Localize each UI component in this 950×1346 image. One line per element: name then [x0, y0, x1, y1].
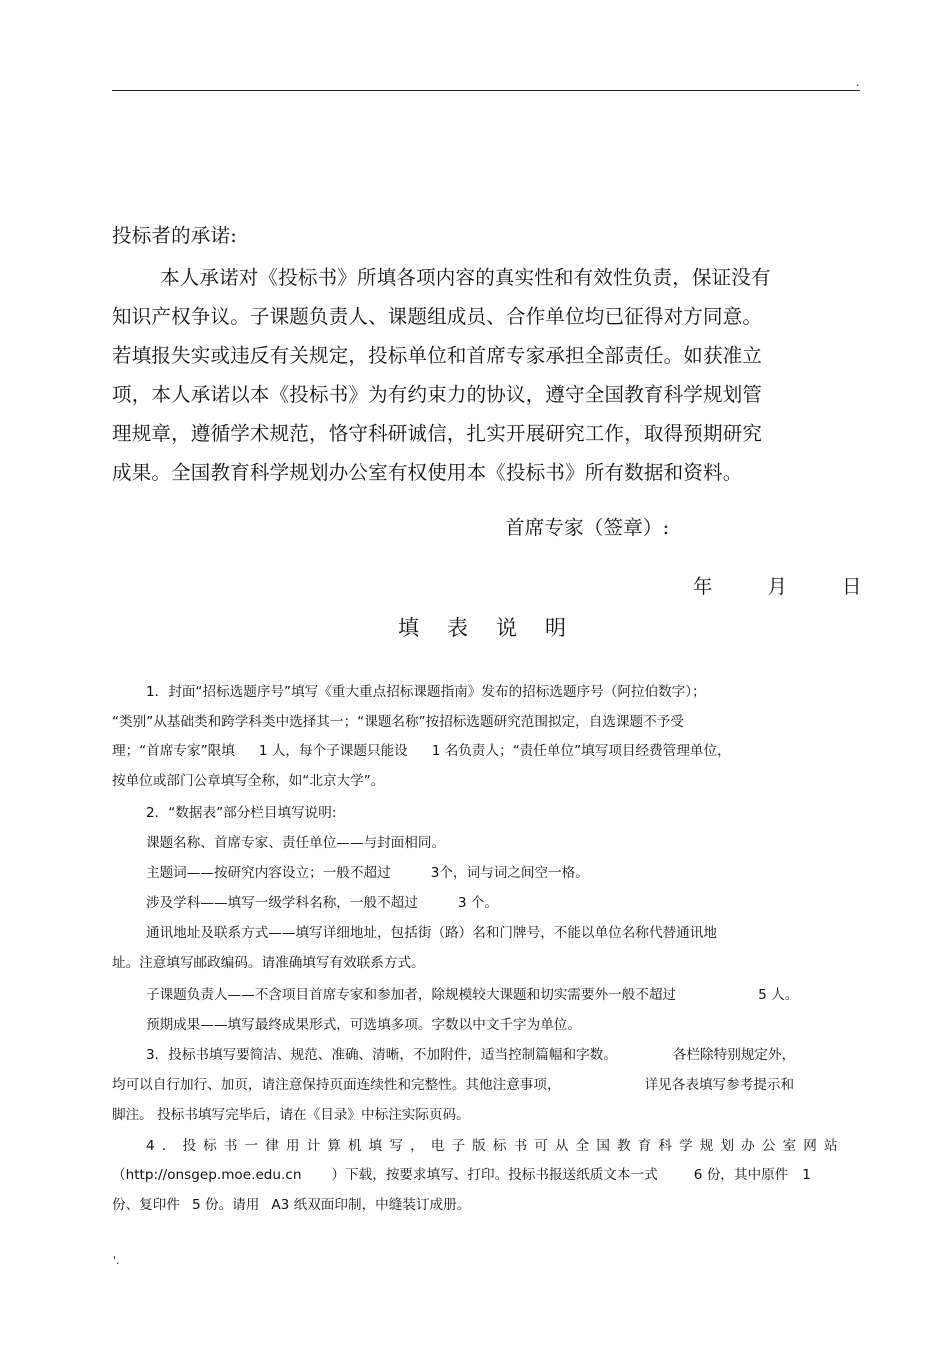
item2-part: 3个，词与词之间空一格。 — [430, 865, 589, 881]
item1-line: 1．封面“招标选题序号”填写《重大重点招标课题指南》发布的招标选题序号（阿拉伯数字）； — [146, 684, 706, 700]
item4-part: 1 — [802, 1167, 811, 1183]
item2-part: 5 人。 — [758, 987, 799, 1003]
item1-line: “类别”从基础类和跨学科类中选择其一；“课题名称”按招标选题研究范围拟定，自选课题不予受 — [112, 714, 684, 730]
header-rule — [112, 90, 860, 91]
commitment-line: 知识产权争议。子课题负责人、课题组成员、合作单位均已征得对方同意。 — [112, 305, 763, 328]
date-line — [693, 571, 862, 599]
commitment-line: 本人承诺对《投标书》所填各项内容的真实性和有效性负责，保证没有 — [160, 266, 771, 289]
commitment-line: 理规章，遵循学术规范，恪守科研诚信，扎实开展研究工作，取得预期研究 — [112, 422, 763, 445]
commitment-heading: 投标者的承诺: — [112, 224, 237, 247]
item4-part: ）下载，按要求填写、打印。投标书报送纸质文本一式 — [331, 1167, 658, 1183]
date-day: 日 — [842, 575, 862, 598]
item1-line — [112, 739, 731, 759]
item4-part: 5 份。请用 — [191, 1197, 260, 1213]
item1-line3-part: 1 人，每个子课题只能设 — [258, 743, 408, 759]
commitment-line: 成果。全国教育科学规划办公室有权使用本《投标书》所有数据和资料。 — [112, 461, 743, 484]
item2-part: 涉及学科——填写一级学科名称，一般不超过 — [146, 895, 418, 911]
item4-line: 4．投标书一律用计算机填写，电子版标书可从全国教育科学规划办公室网站 — [146, 1138, 845, 1154]
item3-part: 各栏除特别规定外， — [672, 1047, 796, 1063]
item1-line: 按单位或部门公章填写全称，如“北京大学”。 — [112, 773, 385, 789]
commitment-line: 若填报失实或违反有关规定，投标单位和首席专家承担全部责任。如获准立 — [112, 344, 763, 367]
item2-line: 通讯地址及联系方式——填写详细地址，包括街（路）名和门牌号，不能以单位名称代替通讯地 — [146, 925, 717, 941]
item3-part: 均可以自行加行、加页，请注意保持页面连续性和完整性。其他注意事项， — [112, 1077, 561, 1093]
item3-part: 3．投标书填写要简洁、规范、准确、清晰，不加附件，适当控制篇幅和字数。 — [146, 1047, 617, 1063]
item2-part: 主题词——按研究内容设立；一般不超过 — [146, 865, 391, 881]
footer-mark: '. — [113, 1254, 120, 1267]
item1-line3-part: 理；“首席专家”限填 — [112, 743, 235, 759]
item2-heading: 2．“数据表”部分栏目填写说明: — [146, 805, 337, 821]
signature-label: 首席专家（签章）: — [505, 516, 670, 539]
item4-line — [112, 1193, 470, 1213]
item3-part: 详见各表填写参考提示和 — [644, 1077, 795, 1093]
item2-line: 课题名称、首席专家、责任单位——与封面相同。 — [146, 835, 446, 851]
item2-line — [146, 861, 589, 881]
item4-part: 份、复印件 — [112, 1197, 180, 1213]
date-month: 月 — [767, 575, 788, 598]
item3-line — [146, 1043, 795, 1063]
item2-part: 3 个。 — [457, 895, 499, 911]
item4-part: 6 份，其中原件 — [693, 1167, 789, 1183]
item1-line3-part: 1 名负责人；“责任单位”填写项目经费管理单位， — [431, 743, 731, 759]
commitment-line: 项，本人承诺以本《投标书》为有约束力的协议，遵守全国教育科学规划管 — [112, 383, 763, 406]
item4-line — [112, 1163, 811, 1183]
item4-part: A3 纸双面印制，中缝装订成册。 — [271, 1197, 471, 1213]
header-mark: . — [856, 76, 860, 89]
item2-line — [146, 891, 498, 911]
item2-line — [146, 983, 798, 1003]
item2-part: 子课题负责人——不含项目首席专家和参加者，除规模较大课题和切实需要外一般不超过 — [146, 987, 677, 1003]
date-year: 年 — [693, 575, 713, 598]
item3-line: 脚注。 投标书填写完毕后，请在《目录》中标注实际页码。 — [112, 1107, 470, 1123]
item2-line: 址。注意填写邮政编码。请准确填写有效联系方式。 — [112, 955, 425, 971]
instructions-title: 填表说明 — [398, 616, 594, 640]
item3-line — [112, 1073, 794, 1093]
item2-line: 预期成果——填写最终成果形式，可选填多项。字数以中文千字为单位。 — [146, 1017, 581, 1033]
item4-url: （http://onsgep.moe.edu.cn — [112, 1167, 302, 1183]
